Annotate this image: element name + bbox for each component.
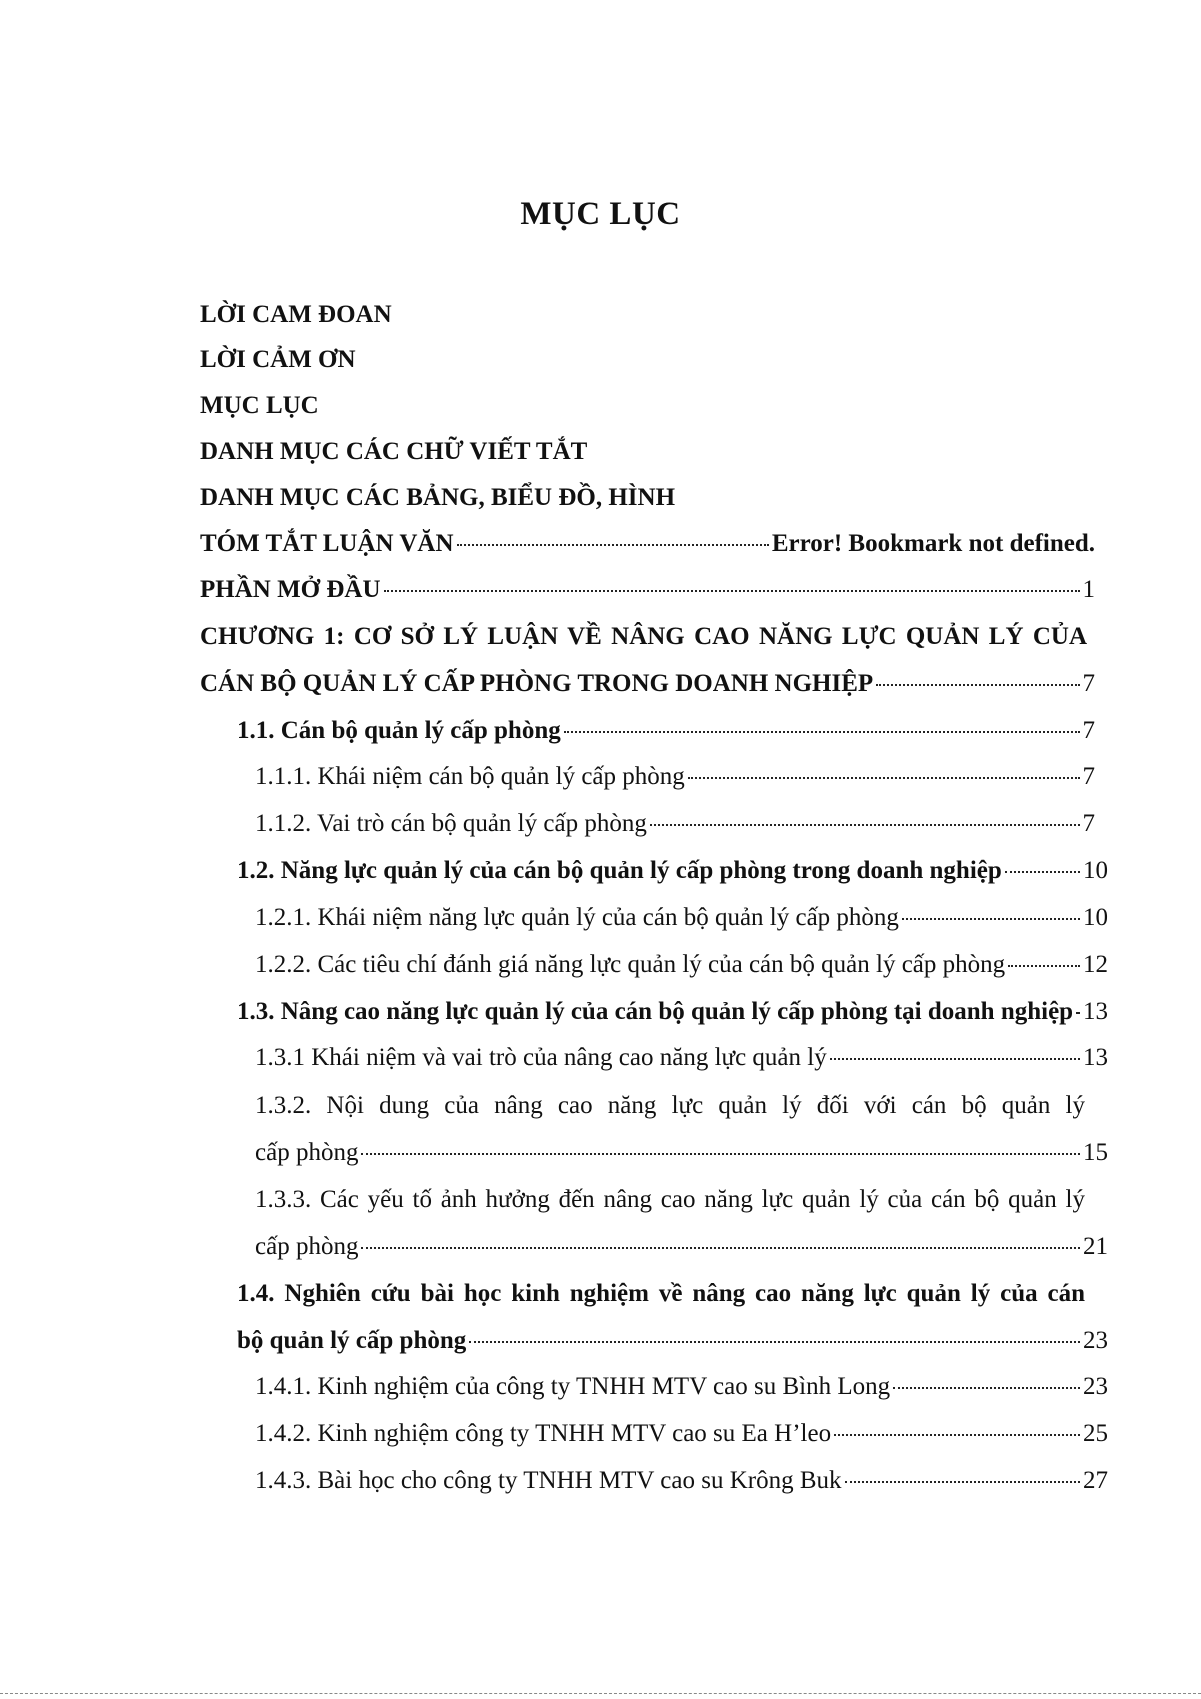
toc-entry-danh-muc-chu-viet-tat[interactable] [200, 437, 587, 467]
toc-page-number: 7 [1082, 670, 1095, 697]
toc-entry-1-3-3[interactable] [255, 1232, 1108, 1262]
toc-page-number: 15 [1083, 1139, 1108, 1166]
toc-entry-label: 1.4.1. Kinh nghiệm của công ty TNHH MTV cao su Bình Long [255, 1373, 891, 1400]
toc-page-number: Error! Bookmark not defined. [771, 530, 1095, 557]
dot-leader [457, 540, 769, 546]
dot-leader [1008, 961, 1080, 967]
toc-entry-label: 1.2.2. Các tiêu chí đánh giá năng lực quản lý của cán bộ quản lý cấp phòng [255, 951, 1006, 978]
toc-page-number: 7 [1082, 717, 1095, 744]
dot-leader [876, 680, 1079, 686]
dot-leader [469, 1337, 1080, 1343]
toc-page-number: 13 [1083, 1044, 1108, 1071]
dot-leader [384, 586, 1080, 592]
dot-leader [830, 1054, 1080, 1060]
toc-entry-1-4-line-1[interactable]: 1.4. Nghiên cứu bài học kinh nghiệm về nâng cao năng lực quản lý của cán [237, 1280, 1085, 1307]
toc-entry-label: cấp phòng [255, 1139, 359, 1166]
dot-leader [564, 727, 1080, 733]
toc-entry-label: DANH MỤC CÁC BẢNG, BIỂU ĐỒ, HÌNH [200, 484, 676, 511]
dot-leader [688, 773, 1080, 779]
toc-entry-label: 1.3.1 Khái niệm và vai trò của nâng cao năng lực quản lý [255, 1044, 827, 1071]
toc-entry-label: PHẦN MỞ ĐẦU [200, 576, 381, 603]
toc-entry-1-3-2-line-1[interactable]: 1.3.2. Nội dung của nâng cao năng lực quản lý đối với cán bộ quản lý [255, 1092, 1085, 1119]
toc-entry-loi-cam-on[interactable] [200, 345, 356, 375]
toc-page-number: 13 [1083, 998, 1108, 1025]
dot-leader [650, 820, 1080, 826]
toc-entry-1-1-1[interactable] [255, 762, 1095, 792]
toc-entry-label: TÓM TẮT LUẬN VĂN [200, 530, 454, 557]
toc-entry-label: 1.2. Năng lực quản lý của cán bộ quản lý cấp phòng trong doanh nghiệp [237, 857, 1002, 884]
toc-entry-chuong-1-line-1[interactable]: CHƯƠNG 1: CƠ SỞ LÝ LUẬN VỀ NÂNG CAO NĂNG LỰC QUẢN LÝ CỦA [200, 623, 1087, 650]
page-bottom-edge [0, 1693, 1201, 1694]
dot-leader [902, 914, 1080, 920]
toc-entry-1-1-2[interactable] [255, 809, 1095, 839]
toc-entry-muc-luc[interactable] [200, 391, 319, 421]
toc-entry-label: MỤC LỤC [200, 392, 319, 419]
toc-page-number: 27 [1083, 1467, 1108, 1494]
toc-entry-1-3[interactable] [237, 997, 1108, 1027]
toc-entry-1-2-1[interactable] [255, 903, 1108, 933]
toc-page-number: 23 [1083, 1327, 1108, 1354]
toc-entry-1-4-2[interactable] [255, 1419, 1108, 1449]
toc-entry-1-1[interactable] [237, 716, 1095, 746]
toc-page-number: 23 [1083, 1373, 1108, 1400]
toc-entry-label: 1.3. Nâng cao năng lực quản lý của cán bộ quản lý cấp phòng tại doanh nghiệp [237, 998, 1074, 1025]
toc-entry-label: cấp phòng [255, 1233, 359, 1260]
dot-leader [834, 1430, 1080, 1436]
toc-entry-chuong-1[interactable] [200, 669, 1095, 699]
toc-entry-1-2-2[interactable] [255, 950, 1108, 980]
toc-page-number: 10 [1083, 904, 1108, 931]
toc-entry-loi-cam-doan[interactable] [200, 300, 392, 330]
toc-entry-label: 1.2.1. Khái niệm năng lực quản lý của cán bộ quản lý cấp phòng [255, 904, 899, 931]
dot-leader [893, 1383, 1080, 1389]
toc-page-number: 1 [1082, 576, 1095, 603]
toc-entry-1-3-2[interactable] [255, 1138, 1108, 1168]
toc-entry-label: LỜI CẢM ƠN [200, 346, 356, 373]
toc-entry-phan-mo-dau[interactable] [200, 575, 1095, 605]
page-title: MỤC LỤC [520, 196, 681, 232]
toc-entry-label: 1.1. Cán bộ quản lý cấp phòng [237, 717, 561, 744]
toc-page-number: 25 [1083, 1420, 1108, 1447]
toc-page-number: 10 [1083, 857, 1108, 884]
toc-entry-label: DANH MỤC CÁC CHỮ VIẾT TẮT [200, 438, 588, 465]
toc-entry-label: LỜI CAM ĐOAN [200, 301, 392, 328]
dot-leader [361, 1243, 1080, 1249]
toc-entry-1-4[interactable] [237, 1326, 1108, 1356]
toc-entry-label: 1.4.2. Kinh nghiệm công ty TNHH MTV cao su Ea H’leo [255, 1420, 832, 1447]
toc-entry-1-4-1[interactable] [255, 1372, 1108, 1402]
toc-entry-label: 1.1.1. Khái niệm cán bộ quản lý cấp phòng [255, 763, 685, 790]
toc-page-number: 12 [1083, 951, 1108, 978]
toc-entry-1-2[interactable] [237, 856, 1108, 886]
toc-entry-label: 1.4.3. Bài học cho công ty TNHH MTV cao su Krông Buk [255, 1467, 842, 1494]
toc-page-number: 7 [1082, 810, 1095, 837]
toc-page-number: 21 [1083, 1233, 1108, 1260]
dot-leader [361, 1149, 1080, 1155]
toc-entry-label: 1.1.2. Vai trò cán bộ quản lý cấp phòng [255, 810, 647, 837]
toc-entry-label: bộ quản lý cấp phòng [237, 1327, 467, 1354]
dot-leader [845, 1477, 1080, 1483]
toc-entry-tom-tat[interactable] [200, 529, 1095, 559]
toc-entry-1-3-3-line-1[interactable]: 1.3.3. Các yếu tố ảnh hưởng đến nâng cao năng lực quản lý của cán bộ quản lý [255, 1186, 1085, 1213]
dot-leader [1076, 1008, 1080, 1014]
dot-leader [1005, 867, 1080, 873]
toc-entry-label: CÁN BỘ QUẢN LÝ CẤP PHÒNG TRONG DOANH NGHIỆP [200, 670, 874, 697]
toc-entry-1-3-1[interactable] [255, 1043, 1108, 1073]
toc-page-number: 7 [1082, 763, 1095, 790]
toc-entry-danh-muc-bang-bieu[interactable] [200, 483, 675, 513]
toc-entry-1-4-3[interactable] [255, 1466, 1108, 1496]
